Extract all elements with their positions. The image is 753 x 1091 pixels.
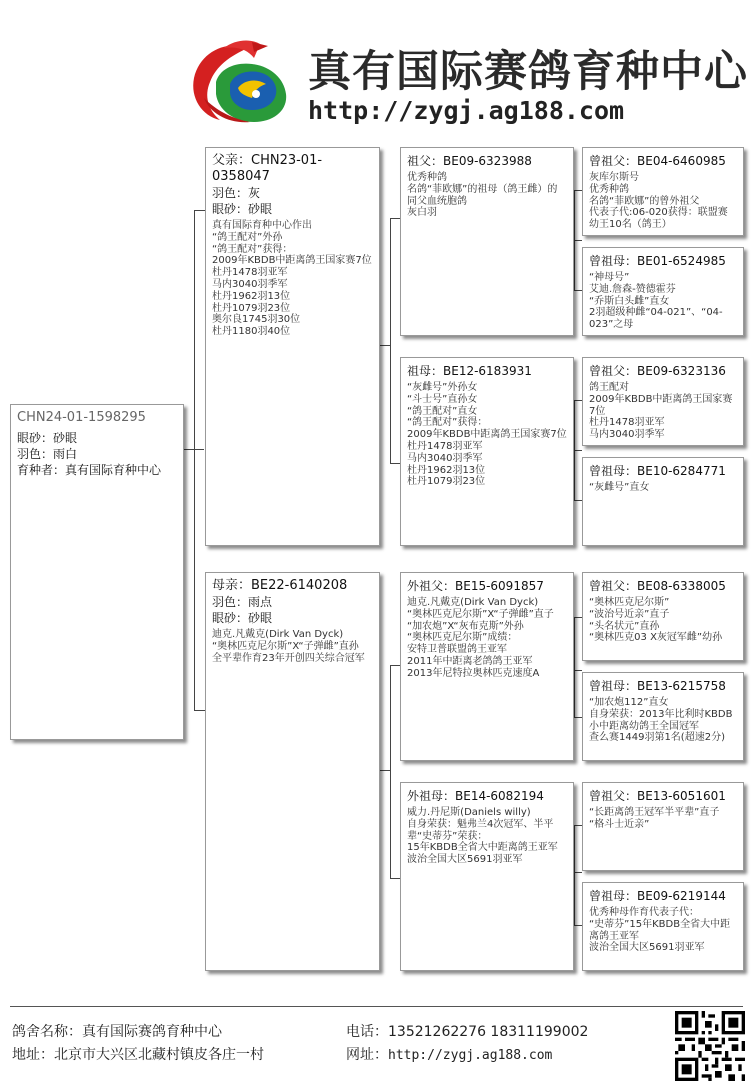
grandparent-title: 外祖母：BE14-6082194 bbox=[407, 789, 544, 803]
connector-line bbox=[194, 210, 195, 710]
connector-line bbox=[574, 825, 575, 925]
connector-line bbox=[574, 925, 582, 926]
header-url[interactable]: http://zygj.ag188.com bbox=[308, 96, 625, 125]
header-logo-area bbox=[190, 38, 750, 128]
great-grandparent-card[interactable] bbox=[582, 572, 744, 661]
subject-card[interactable] bbox=[10, 404, 184, 740]
connector-line bbox=[574, 190, 582, 191]
connector-line bbox=[390, 665, 391, 878]
great-grandparent-title: 曾祖父：BE13-6051601 bbox=[589, 789, 726, 803]
footer-phone: 电话：13521262276 18311199002 bbox=[346, 1024, 589, 1040]
great-grandparent-notes: “神母号” 艾迪.詹森-赞德霍芬 “乔斯白头雌”直女 2羽超级种雌“04-021”、“04-023”之母 bbox=[589, 272, 723, 331]
connector-line bbox=[574, 290, 582, 291]
great-grandparent-notes: “灰雌号”直女 bbox=[589, 482, 650, 493]
great-grandparent-card[interactable] bbox=[582, 457, 744, 546]
sire-notes: 真有国际育种中心作出 “鸽王配对”外孙 “鸽王配对”获得： 2009年KBDB中距离鸽王国家赛7位 杜丹1478羽亚军 马内3040羽季军 杜丹1962羽13位 杜丹1079羽23位 奥尔良1745羽30位 杜丹1180羽40位 bbox=[212, 220, 372, 338]
grandparent-title: 祖母：BE12-6183931 bbox=[407, 364, 532, 378]
great-grandparent-card[interactable] bbox=[582, 357, 744, 446]
great-grandparent-card[interactable] bbox=[582, 247, 744, 336]
connector-line bbox=[574, 400, 582, 401]
connector-line bbox=[380, 345, 390, 346]
great-grandparent-card[interactable] bbox=[582, 147, 744, 236]
subject-ring: CHN24-01-1598295 bbox=[17, 410, 146, 425]
grandsire-paternal-card[interactable] bbox=[400, 147, 574, 336]
connector-line bbox=[574, 717, 582, 718]
connector-line bbox=[390, 218, 391, 463]
connector-line bbox=[574, 617, 575, 717]
connector-line bbox=[194, 710, 205, 711]
qr-code-icon[interactable] bbox=[675, 1011, 745, 1081]
great-grandparent-notes: “长距离鸽王冠军半平辈”直子 “格斗士近亲” bbox=[589, 807, 720, 830]
connector-line bbox=[390, 463, 400, 464]
great-grandparent-card[interactable] bbox=[582, 782, 744, 871]
connector-line bbox=[574, 872, 582, 873]
phoenix-logo-icon bbox=[190, 38, 302, 124]
granddam-maternal-card[interactable] bbox=[400, 782, 574, 971]
footer-loft: 鸽舍名称：真有国际赛鸽育种中心 bbox=[12, 1024, 222, 1040]
great-grandparent-notes: 灰库尔斯号 优秀种鸽 名鸽“菲欧娜”的曾外祖父 代表子代:06-020获得：联盟赛幼王10名（鸽王） bbox=[589, 172, 728, 231]
great-grandparent-title: 曾祖父：BE08-6338005 bbox=[589, 579, 726, 593]
great-grandparent-title: 曾祖母：BE09-6219144 bbox=[589, 889, 726, 903]
grandparent-notes: “灰雌号”外孙女 “斗士号”直孙女 “鸽王配对”直女 “鸽王配对”获得： 2009年KBDB中距离鸽王国家赛7位 杜丹1478羽亚军 马内3040羽季军 杜丹1962羽13位 杜丹1079羽23位 bbox=[407, 382, 567, 488]
great-grandparent-notes: 优秀种母作育代表子代： “史蒂芬”15年KBDB全省大中距离鸽王亚军 波治全国大区5691羽亚军 bbox=[589, 907, 731, 954]
connector-line bbox=[574, 240, 582, 241]
connector-line bbox=[390, 665, 400, 666]
header-title: 真有国际赛鸽育种中心 bbox=[308, 47, 748, 97]
dam-color: 羽色：雨点 bbox=[212, 595, 273, 609]
granddam-paternal-card[interactable] bbox=[400, 357, 574, 546]
connector-line bbox=[574, 500, 582, 501]
sire-eye: 眼砂：砂眼 bbox=[212, 202, 273, 216]
grandparent-notes: 威力.丹尼斯(Daniels willy) 自身荣获：魁弗兰4次冠军、半平辈“史蒂芬”荣获： 15年KBDB全省大中距离鸽王亚军 波治全国大区5691羽亚军 bbox=[407, 807, 558, 866]
subject-color: 羽色：雨白 bbox=[17, 447, 78, 461]
grandparent-notes: 迪克.凡戴克(Dirk Van Dyck) “奥林匹克尼尔斯”X“子弹雌”直子 “加农炮”X“灰布克斯”外孙 “奥林匹克尼尔斯”成绩： 安特卫普联盟鸽王亚军 2011年中距离老鸽鸽王亚军 2013年尼特拉奥林匹克速度A bbox=[407, 597, 554, 679]
dam-eye: 眼砂：砂眼 bbox=[212, 611, 273, 625]
great-grandparent-notes: “奥林匹克尼尔斯” “波治号近亲”直子 “头名状元”直孙 “奥林匹克03 X灰冠军雌”幼孙 bbox=[589, 597, 723, 644]
great-grandparent-title: 曾祖母：BE10-6284771 bbox=[589, 464, 726, 478]
dam-card[interactable] bbox=[205, 572, 380, 971]
grandsire-maternal-card[interactable] bbox=[400, 572, 574, 761]
great-grandparent-title: 曾祖父：BE04-6460985 bbox=[589, 154, 726, 168]
dam-notes: 迪克.凡戴克(Dirk Van Dyck) “奥林匹克尼尔斯”X“子弹雌”直孙 全平辈作育23年开创四关综合冠军 bbox=[212, 629, 365, 664]
connector-line bbox=[574, 617, 582, 618]
footer-site[interactable]: 网址：http://zygj.ag188.com bbox=[346, 1047, 553, 1063]
dam-title: 母亲：BE22-6140208 bbox=[212, 578, 348, 593]
footer-divider bbox=[10, 1006, 743, 1007]
connector-line bbox=[390, 878, 400, 879]
connector-line bbox=[574, 670, 582, 671]
sire-card[interactable] bbox=[205, 147, 380, 546]
subject-breeder: 育种者：真有国际育种中心 bbox=[17, 463, 162, 477]
grandparent-title: 外祖父：BE15-6091857 bbox=[407, 579, 544, 593]
great-grandparent-title: 曾祖母：BE01-6524985 bbox=[589, 254, 726, 268]
subject-eye: 眼砂：砂眼 bbox=[17, 431, 78, 445]
connector-line bbox=[574, 825, 582, 826]
sire-color: 羽色：灰 bbox=[212, 186, 261, 200]
connector-line bbox=[194, 210, 205, 211]
great-grandparent-title: 曾祖父：BE09-6323136 bbox=[589, 364, 726, 378]
sire-title: 父亲：CHN23-01-0358047 bbox=[212, 153, 323, 184]
grandparent-notes: 优秀种鸽 名鸽“菲欧娜”的祖母（鸽王雌）的同父血统胞鸽 灰白羽 bbox=[407, 172, 558, 219]
connector-line bbox=[574, 190, 575, 290]
connector-line bbox=[574, 450, 582, 451]
great-grandparent-notes: “加农炮112”直女 自身荣获：2013年比利时KBDB小中距离幼鸽王全国冠军 查么赛1449羽第1名(超速2分) bbox=[589, 697, 733, 744]
connector-line bbox=[574, 400, 575, 500]
connector-line bbox=[390, 218, 400, 219]
great-grandparent-card[interactable] bbox=[582, 672, 744, 761]
footer-address: 地址：北京市大兴区北藏村镇皮各庄一村 bbox=[12, 1047, 264, 1063]
connector-line bbox=[380, 770, 390, 771]
great-grandparent-notes: 鸽王配对 2009年KBDB中距离鸽王国家赛7位 杜丹1478羽亚军 马内3040羽季军 bbox=[589, 382, 733, 441]
great-grandparent-title: 曾祖母：BE13-6215758 bbox=[589, 679, 726, 693]
grandparent-title: 祖父：BE09-6323988 bbox=[407, 154, 532, 168]
great-grandparent-card[interactable] bbox=[582, 882, 744, 971]
